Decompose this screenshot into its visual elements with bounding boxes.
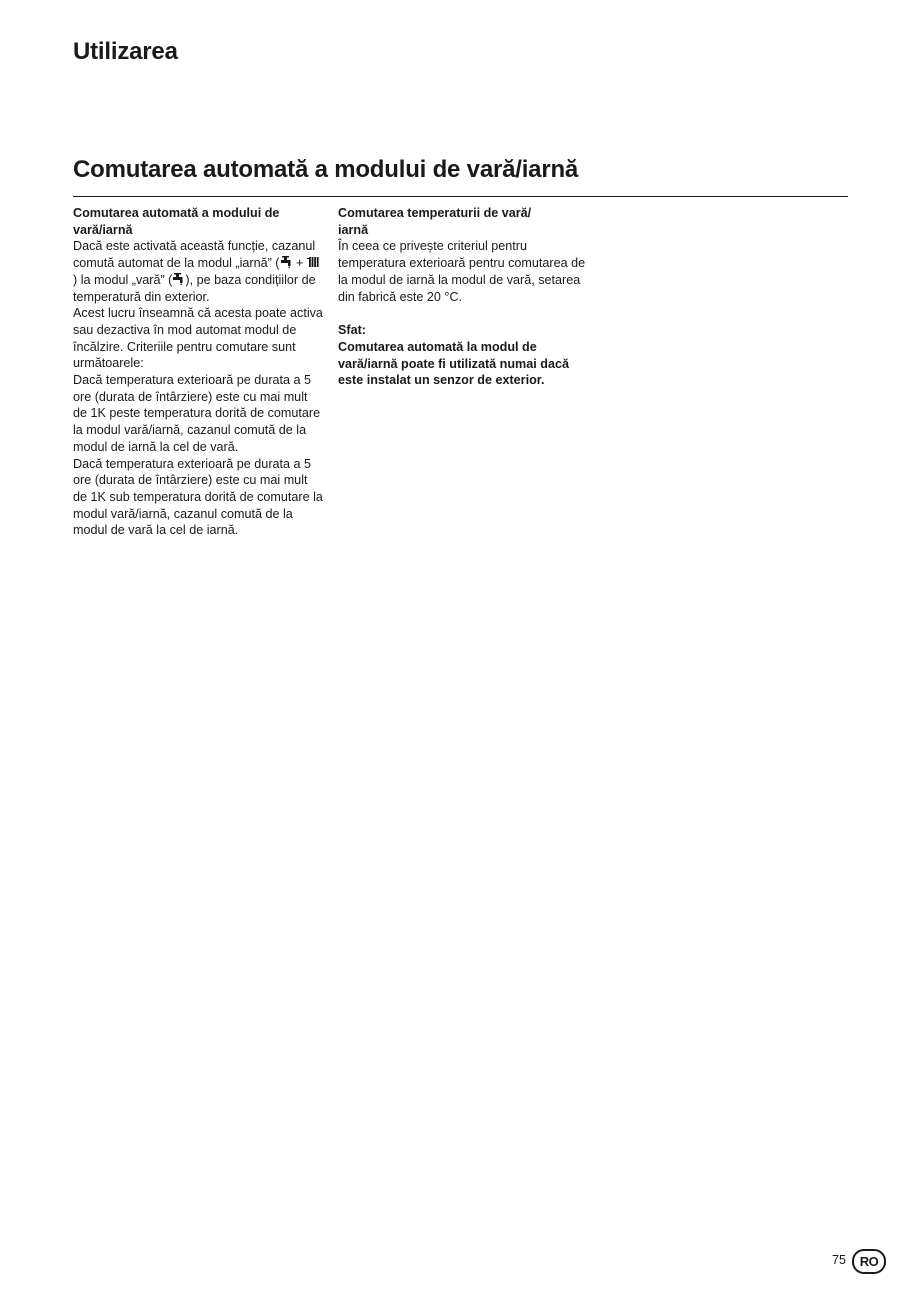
section-title: Comutarea automată a modului de vară/iarnă <box>73 156 579 183</box>
page-header-title: Utilizarea <box>73 38 178 65</box>
left-p1-part-a: Dacă este activată această funcție, cazanul comută automat de la modul „iarnă” ( <box>73 239 316 271</box>
left-paragraph-4: Dacă temperatura exterioară pe durata a 5 ore (durata de întârziere) este cu mai mult de 1K sub temperatura dorită de comutare la modul vară/iarnă, cazanul comută de la modul de vară la cel de iarnă. <box>73 456 323 538</box>
left-p1-plus: + <box>296 256 304 271</box>
section-divider <box>73 196 848 197</box>
left-column <box>73 205 323 539</box>
tip-text: Comutarea automată la modul de vară/iarnă poate fi utilizată numai dacă este instalat un senzor de exterior. <box>338 339 569 388</box>
left-heading-line2: vară/iarnă <box>73 222 133 237</box>
left-p1-part-c: ), pe baza condițiilor de temperatură din exterior. <box>73 272 316 304</box>
right-column <box>338 205 588 389</box>
left-p1-part-b: ) la modul „vară” ( <box>73 272 173 287</box>
hot-water-tap-icon <box>280 256 293 268</box>
left-paragraph-3: Dacă temperatura exterioară pe durata a 5 ore (durata de întârziere) este cu mai mult de 1K peste temperatura dorită de comutare la modul vară/iarnă, cazanul comută de la modul de iarnă la cel de vară. <box>73 373 321 454</box>
page-number: 75 <box>832 1252 847 1267</box>
tip-label: Sfat: <box>338 323 366 338</box>
language-badge: RO <box>852 1249 886 1274</box>
right-heading <box>338 205 588 238</box>
left-paragraph-2: Acest lucru înseamnă că acesta poate activa sau dezactiva în mod automat modul de încălzire. Criteriile pentru comutare sunt următoarele: <box>73 306 323 371</box>
right-heading-line1: Comutarea temperaturii de vară/ <box>338 206 532 220</box>
page-footer <box>832 1249 886 1274</box>
hot-water-tap-icon <box>172 273 185 285</box>
radiator-icon <box>307 256 320 268</box>
right-paragraph-1: În ceea ce privește criteriul pentru temperatura exterioară pentru comutarea de la modul de iarnă la modul de vară, setarea din fabrică este 20 °C. <box>338 239 586 304</box>
spacer <box>338 305 588 322</box>
left-paragraph-1 <box>73 238 323 305</box>
right-heading-line2: iarnă <box>338 222 369 237</box>
left-heading-line1: Comutarea automată a modului de <box>73 206 280 220</box>
left-heading <box>73 205 323 238</box>
